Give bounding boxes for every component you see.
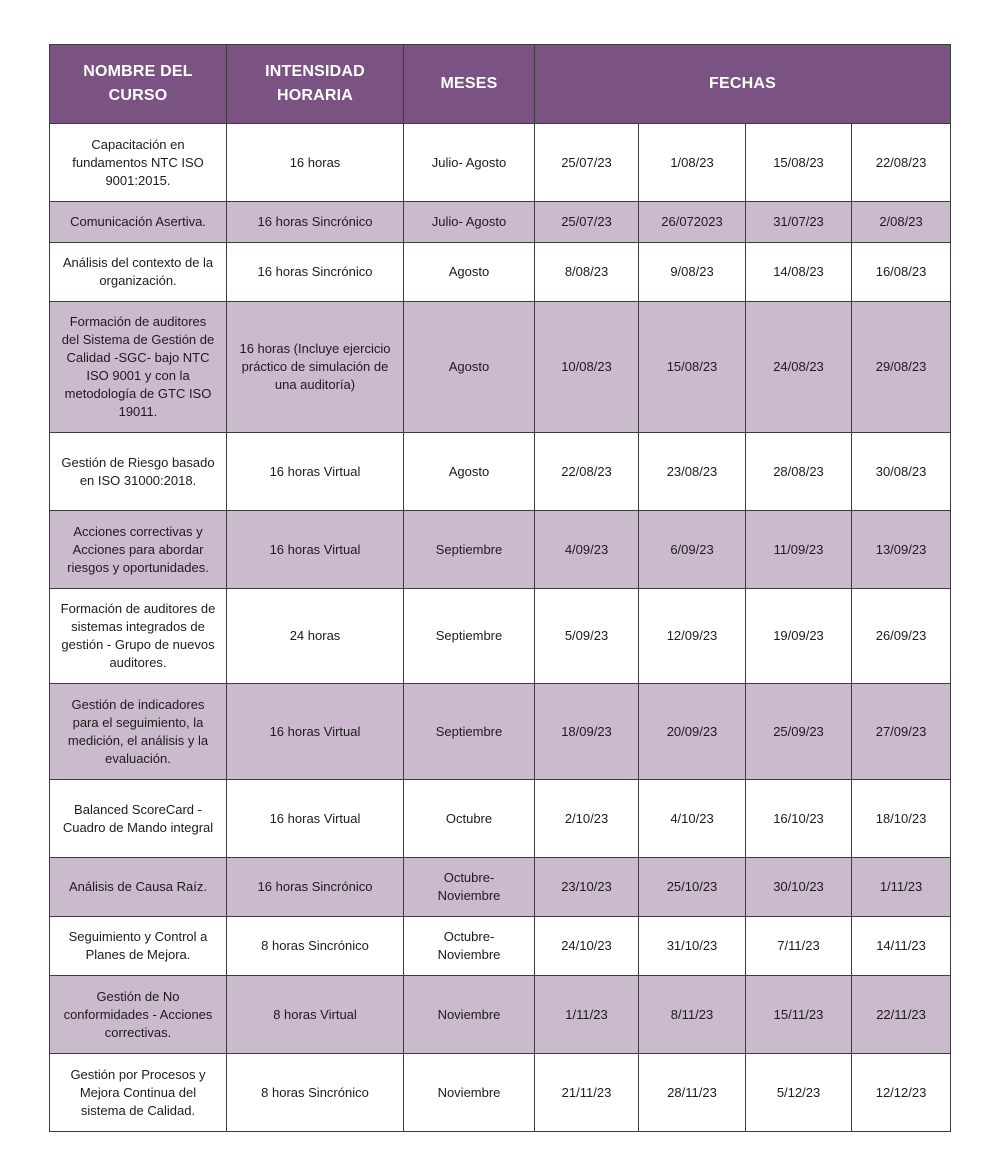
date-cell: 25/10/23 — [639, 858, 746, 917]
table-header-row — [50, 45, 951, 124]
date-cell: 16/10/23 — [746, 780, 852, 858]
hours-cell: 16 horas (Incluye ejercicio práctico de simulación de una auditoría) — [227, 302, 404, 433]
date-cell: 7/11/23 — [746, 917, 852, 976]
date-cell: 29/08/23 — [852, 302, 951, 433]
hours-cell: 8 horas Sincrónico — [227, 917, 404, 976]
table-row — [50, 976, 951, 1054]
date-cell: 28/11/23 — [639, 1054, 746, 1132]
header-months: MESES — [404, 45, 535, 124]
date-cell: 1/11/23 — [535, 976, 639, 1054]
date-cell: 9/08/23 — [639, 243, 746, 302]
date-cell: 18/10/23 — [852, 780, 951, 858]
date-cell: 22/11/23 — [852, 976, 951, 1054]
course-name-cell: Formación de auditores del Sistema de Gestión de Calidad -SGC- bajo NTC ISO 9001 y con la metodología de GTC ISO 19011. — [50, 302, 227, 433]
hours-cell: 16 horas Sincrónico — [227, 202, 404, 243]
course-name-cell: Gestión por Procesos y Mejora Continua del sistema de Calidad. — [50, 1054, 227, 1132]
date-cell: 31/07/23 — [746, 202, 852, 243]
table-row — [50, 243, 951, 302]
date-cell: 4/10/23 — [639, 780, 746, 858]
hours-cell: 16 horas Virtual — [227, 684, 404, 780]
months-cell: Julio- Agosto — [404, 202, 535, 243]
hours-cell: 8 horas Virtual — [227, 976, 404, 1054]
date-cell: 27/09/23 — [852, 684, 951, 780]
months-cell: Julio- Agosto — [404, 124, 535, 202]
months-cell: Noviembre — [404, 976, 535, 1054]
date-cell: 14/11/23 — [852, 917, 951, 976]
months-cell: Septiembre — [404, 511, 535, 589]
date-cell: 25/07/23 — [535, 124, 639, 202]
date-cell: 24/08/23 — [746, 302, 852, 433]
months-cell: Septiembre — [404, 589, 535, 684]
months-cell: Septiembre — [404, 684, 535, 780]
course-name-cell: Análisis de Causa Raíz. — [50, 858, 227, 917]
table-row — [50, 433, 951, 511]
date-cell: 30/10/23 — [746, 858, 852, 917]
course-name-cell: Seguimiento y Control a Planes de Mejora. — [50, 917, 227, 976]
date-cell: 15/08/23 — [746, 124, 852, 202]
date-cell: 2/08/23 — [852, 202, 951, 243]
date-cell: 8/11/23 — [639, 976, 746, 1054]
date-cell: 31/10/23 — [639, 917, 746, 976]
header-dates: FECHAS — [535, 45, 951, 124]
table-row — [50, 124, 951, 202]
hours-cell: 16 horas Virtual — [227, 433, 404, 511]
course-name-cell: Gestión de indicadores para el seguimiento, la medición, el análisis y la evaluación. — [50, 684, 227, 780]
date-cell: 30/08/23 — [852, 433, 951, 511]
table-body — [50, 124, 951, 1132]
table-row — [50, 511, 951, 589]
date-cell: 5/12/23 — [746, 1054, 852, 1132]
table-row — [50, 202, 951, 243]
course-name-cell: Comunicación Asertiva. — [50, 202, 227, 243]
date-cell: 25/07/23 — [535, 202, 639, 243]
date-cell: 12/09/23 — [639, 589, 746, 684]
date-cell: 1/08/23 — [639, 124, 746, 202]
date-cell: 24/10/23 — [535, 917, 639, 976]
course-name-cell: Formación de auditores de sistemas integrados de gestión - Grupo de nuevos auditores. — [50, 589, 227, 684]
date-cell: 25/09/23 — [746, 684, 852, 780]
months-cell: Octubre- Noviembre — [404, 858, 535, 917]
course-name-cell: Gestión de Riesgo basado en ISO 31000:2018. — [50, 433, 227, 511]
table-row — [50, 1054, 951, 1132]
date-cell: 2/10/23 — [535, 780, 639, 858]
date-cell: 16/08/23 — [852, 243, 951, 302]
date-cell: 21/11/23 — [535, 1054, 639, 1132]
date-cell: 26/072023 — [639, 202, 746, 243]
date-cell: 15/11/23 — [746, 976, 852, 1054]
hours-cell: 16 horas Sincrónico — [227, 858, 404, 917]
table-row — [50, 858, 951, 917]
hours-cell: 8 horas Sincrónico — [227, 1054, 404, 1132]
date-cell: 20/09/23 — [639, 684, 746, 780]
date-cell: 10/08/23 — [535, 302, 639, 433]
date-cell: 23/10/23 — [535, 858, 639, 917]
date-cell: 19/09/23 — [746, 589, 852, 684]
date-cell: 15/08/23 — [639, 302, 746, 433]
months-cell: Octubre — [404, 780, 535, 858]
months-cell: Agosto — [404, 433, 535, 511]
date-cell: 5/09/23 — [535, 589, 639, 684]
hours-cell: 16 horas — [227, 124, 404, 202]
months-cell: Agosto — [404, 302, 535, 433]
date-cell: 4/09/23 — [535, 511, 639, 589]
date-cell: 1/11/23 — [852, 858, 951, 917]
course-name-cell: Balanced ScoreCard - Cuadro de Mando integral — [50, 780, 227, 858]
date-cell: 12/12/23 — [852, 1054, 951, 1132]
date-cell: 23/08/23 — [639, 433, 746, 511]
table-row — [50, 917, 951, 976]
table-row — [50, 780, 951, 858]
table-row — [50, 302, 951, 433]
date-cell: 28/08/23 — [746, 433, 852, 511]
date-cell: 8/08/23 — [535, 243, 639, 302]
header-course: NOMBRE DEL CURSO — [50, 45, 227, 124]
hours-cell: 16 horas Virtual — [227, 511, 404, 589]
date-cell: 18/09/23 — [535, 684, 639, 780]
hours-cell: 16 horas Virtual — [227, 780, 404, 858]
date-cell: 6/09/23 — [639, 511, 746, 589]
date-cell: 11/09/23 — [746, 511, 852, 589]
hours-cell: 16 horas Sincrónico — [227, 243, 404, 302]
months-cell: Noviembre — [404, 1054, 535, 1132]
months-cell: Agosto — [404, 243, 535, 302]
months-cell: Octubre- Noviembre — [404, 917, 535, 976]
course-schedule-table — [49, 44, 951, 1132]
date-cell: 26/09/23 — [852, 589, 951, 684]
date-cell: 22/08/23 — [535, 433, 639, 511]
date-cell: 22/08/23 — [852, 124, 951, 202]
course-name-cell: Análisis del contexto de la organización. — [50, 243, 227, 302]
course-name-cell: Acciones correctivas y Acciones para abordar riesgos y oportunidades. — [50, 511, 227, 589]
course-name-cell: Gestión de No conformidades - Acciones correctivas. — [50, 976, 227, 1054]
hours-cell: 24 horas — [227, 589, 404, 684]
table-row — [50, 684, 951, 780]
course-name-cell: Capacitación en fundamentos NTC ISO 9001:2015. — [50, 124, 227, 202]
date-cell: 14/08/23 — [746, 243, 852, 302]
date-cell: 13/09/23 — [852, 511, 951, 589]
header-hours: INTENSIDAD HORARIA — [227, 45, 404, 124]
table-row — [50, 589, 951, 684]
